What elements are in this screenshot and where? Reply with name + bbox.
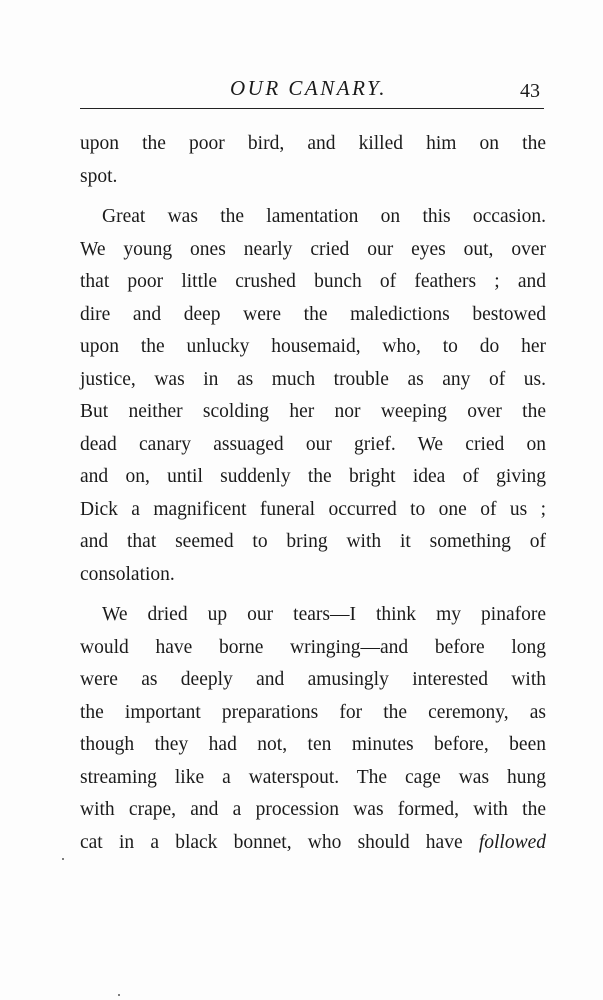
header-rule bbox=[80, 108, 544, 109]
page-number: 43 bbox=[520, 80, 540, 102]
text-line: the important preparations for the ceremony, as bbox=[80, 701, 546, 723]
print-speck bbox=[118, 994, 120, 996]
paragraph-gap bbox=[80, 193, 546, 201]
text-line: justice, was in as much trouble as any of us. bbox=[80, 368, 546, 390]
text-line: We young ones nearly cried our eyes out, over bbox=[80, 238, 546, 260]
text-line: with crape, and a procession was formed, with the bbox=[80, 799, 546, 820]
text-line: We dried up our tears—I think my pinafore bbox=[102, 604, 546, 625]
text-line: that poor little crushed bunch of feathers ; and bbox=[80, 271, 546, 292]
text-line: Dick a magnificent funeral occurred to one of us ; bbox=[80, 498, 546, 520]
text-line: upon the unlucky housemaid, who, to do her bbox=[80, 336, 546, 357]
text-line: would have borne wringing—and before long bbox=[80, 636, 546, 658]
catchword: followed bbox=[478, 831, 547, 853]
text-line: consolation. bbox=[80, 563, 175, 585]
body-text bbox=[80, 128, 546, 859]
print-speck bbox=[62, 858, 64, 860]
text-line: upon the poor bird, and killed him on the bbox=[80, 133, 546, 154]
running-title: OUR CANARY. bbox=[230, 76, 388, 100]
text-line: and that seemed to bring with it something of bbox=[80, 531, 546, 552]
text-line-start: cat in a black bonnet, who should have bbox=[80, 831, 463, 853]
running-head bbox=[80, 72, 548, 112]
text-line: spot. bbox=[80, 165, 118, 187]
text-line-with-catchword bbox=[80, 827, 546, 860]
paragraph-gap bbox=[80, 591, 546, 599]
text-line: dire and deep were the maledictions bestowed bbox=[80, 303, 546, 325]
text-line: Great was the lamentation on this occasion. bbox=[102, 206, 546, 227]
text-line: dead canary assuaged our grief. We cried on bbox=[80, 433, 546, 455]
text-line: But neither scolding her nor weeping over the bbox=[80, 401, 546, 422]
text-line: streaming like a waterspout. The cage was hung bbox=[80, 766, 546, 788]
text-line: and on, until suddenly the bright idea of giving bbox=[80, 466, 546, 487]
text-line: were as deeply and amusingly interested with bbox=[80, 669, 546, 690]
text-line: though they had not, ten minutes before, been bbox=[80, 734, 546, 755]
